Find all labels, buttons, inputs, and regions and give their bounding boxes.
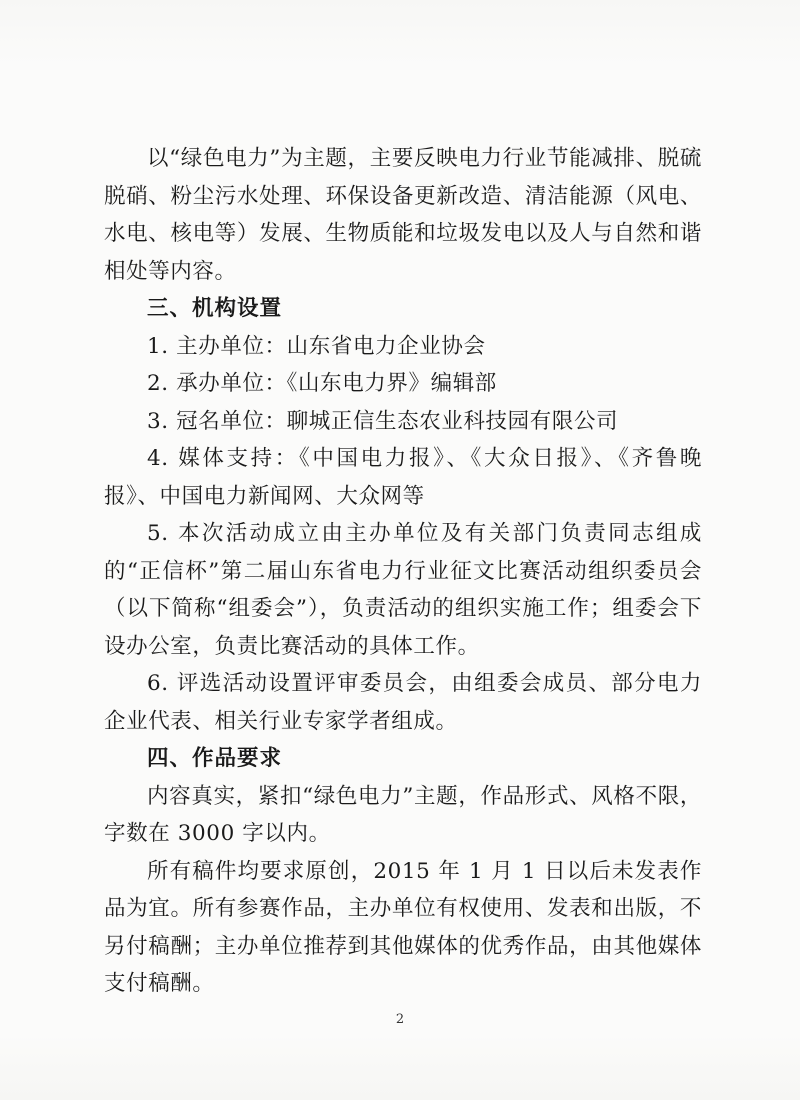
document-body xyxy=(104,140,702,1003)
paragraph-theme: 以“绿色电力”为主题，主要反映电力行业节能减排、脱硫脱硝、粉尘污水处理、环保设备更新改造、清洁能源（风电、水电、核电等）发展、生物质能和垃圾发电以及人与自然和谐相处等内容。 xyxy=(104,146,702,284)
paragraph-originality: 所有稿件均要求原创，2015 年 1 月 1 日以后未发表作品为宜。所有参赛作品，主办单位有权使用、发表和出版，不另付稿酬；主办单位推荐到其他媒体的优秀作品，由其他媒体支付稿酬。 xyxy=(104,858,702,996)
paragraph-review-committee: 6. 评选活动设置评审委员会，由组委会成员、部分电力企业代表、相关行业专家学者组成。 xyxy=(104,671,702,734)
paragraph-sponsor: 3. 冠名单位：聊城正信生态农业科技园有限公司 xyxy=(147,408,619,434)
paragraph-organizer: 2. 承办单位：《山东电力界》编辑部 xyxy=(147,371,497,396)
paragraph-content-requirement: 内容真实，紧扣“绿色电力”主题，作品形式、风格不限，字数在 3000 字以内。 xyxy=(104,783,702,846)
paragraph-committee: 5. 本次活动成立由主办单位及有关部门负责同志组成的“正信杯”第二届山东省电力行业征文比赛活动组织委员会（以下简称“组委会”），负责活动的组织实施工作；组委会下设办公室，负责比赛活动的具体工作。 xyxy=(104,521,702,659)
paragraph-media-support: 4. 媒体支持：《中国电力报》、《大众日报》、《齐鲁晚报》、中国电力新闻网、大众网等 xyxy=(104,446,702,509)
paragraph-host: 1. 主办单位：山东省电力企业协会 xyxy=(147,333,486,359)
page-number: 2 xyxy=(395,1012,405,1027)
section-heading-organization: 三、机构设置 xyxy=(147,296,283,321)
section-heading-requirements: 四、作品要求 xyxy=(147,746,283,771)
